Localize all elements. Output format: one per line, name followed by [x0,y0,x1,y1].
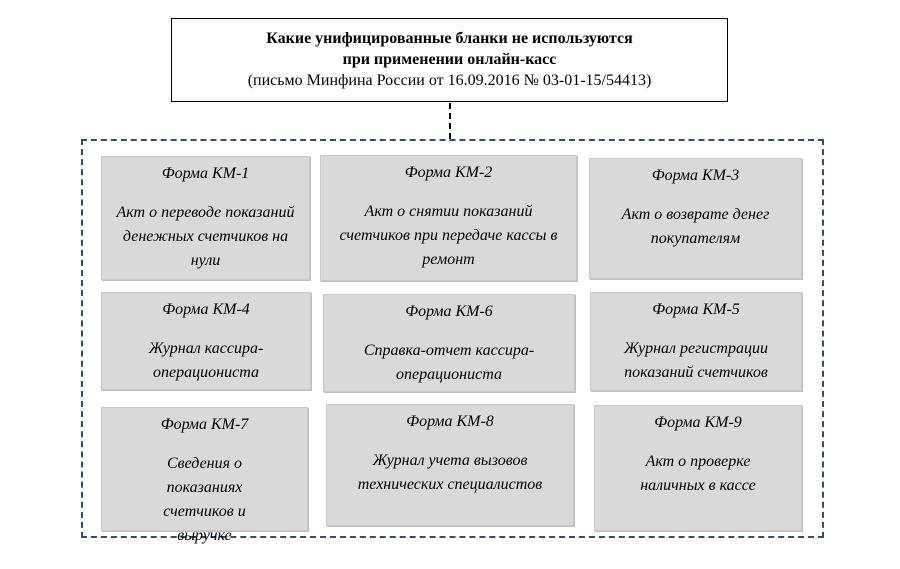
form-card-description: Журнал учета вызовов технических специалистов [357,452,543,493]
title-box [171,18,728,102]
form-card-title: Форма КМ-7 [160,416,249,433]
form-card-description: Журнал кассира-операциониста [148,340,264,381]
form-card-title: Форма КМ-3 [651,167,740,184]
form-card-title: Форма КМ-2 [404,164,493,181]
form-card-description: Акт о переводе показаний денежных счетчиков на нули [116,204,295,269]
form-card-km3 [589,158,802,279]
form-card-km9 [594,405,802,531]
form-card-km7 [101,407,308,544]
form-card-title: Форма КМ-1 [161,165,250,182]
form-card-description: Журнал регистрации показаний счетчиков [624,340,768,381]
form-card-description: Акт о проверке наличных в кассе [640,453,756,494]
title-line-2: при применении онлайн-касс [342,51,557,68]
form-card-title: Форма КМ-9 [654,414,742,431]
form-card-description: Справка-отчет кассира-операциониста [363,342,535,383]
form-card-description: Сведения о показаниях счетчиков и выручке [163,455,246,544]
title-line-1: Какие унифицированные бланки не используются [266,30,633,47]
form-card-km2 [320,155,577,281]
form-card-description: Акт о снятии показаний счетчиков при передаче кассы в ремонт [339,203,558,268]
form-card-km6 [323,294,575,392]
form-card-title: Форма КМ-8 [406,413,494,430]
form-card-title: Форма КМ-4 [162,301,250,318]
form-card-km8 [326,404,574,526]
form-card-km1 [101,156,310,280]
title-source-reference: (письмо Минфина России от 16.09.2016 № 03-01-15/54413) [247,72,652,89]
dashed-connector [449,103,451,139]
form-card-title: Форма КМ-5 [652,301,740,318]
form-card-description: Акт о возврате денег покупателям [621,206,770,247]
form-card-km4 [101,292,311,390]
form-card-km5 [590,292,802,391]
form-card-title: Форма КМ-6 [405,303,493,320]
